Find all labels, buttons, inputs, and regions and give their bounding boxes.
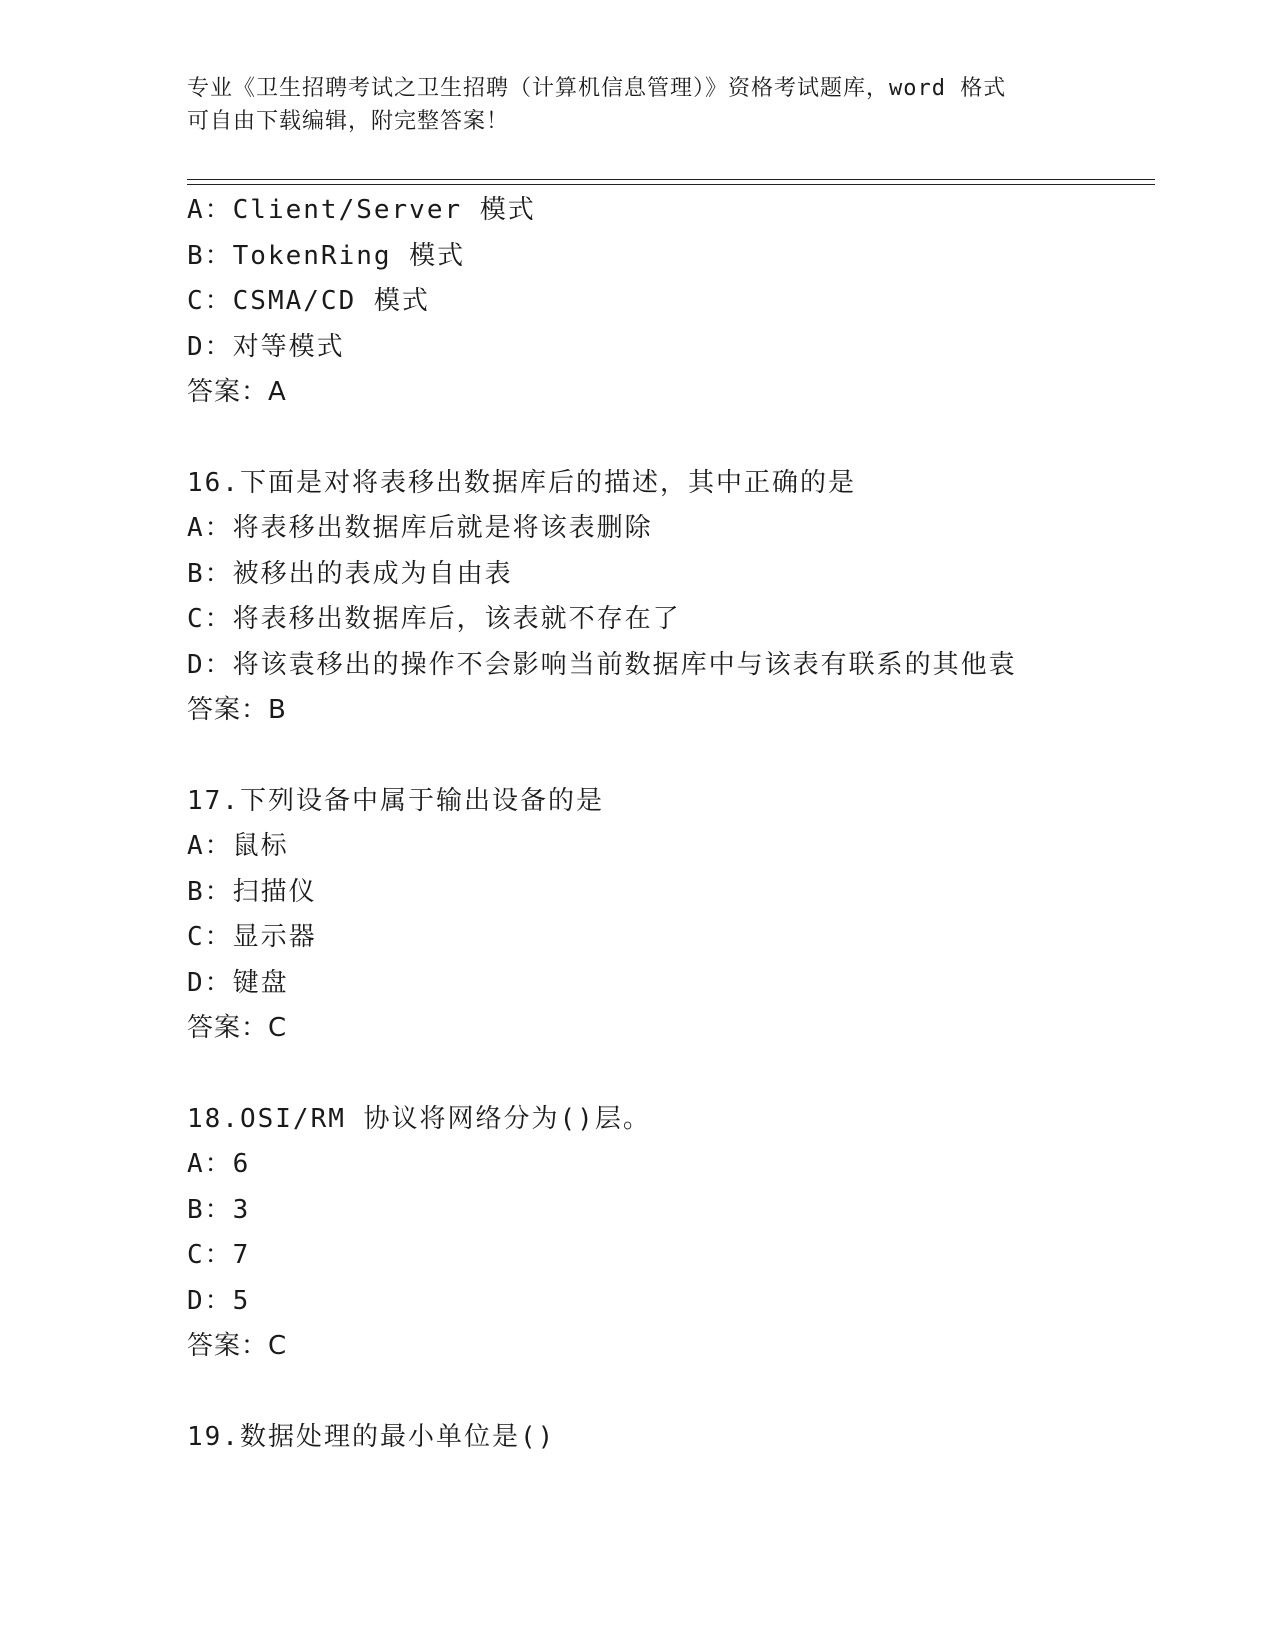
- spacer: [187, 416, 1147, 461]
- header-rule-bottom: [187, 184, 1155, 185]
- option-c: C：CSMA/CD 模式: [187, 286, 430, 316]
- option-a: A：Client/Server 模式: [187, 195, 536, 225]
- header-line-1: 专业《卫生招聘考试之卫生招聘（计算机信息管理）》资格考试题库，word 格式: [187, 76, 1007, 101]
- option-c: C：7: [187, 1240, 251, 1270]
- question-text: 19.数据处理的最小单位是(): [187, 1421, 556, 1452]
- header-rule-top: [187, 179, 1155, 180]
- question-text: 17.下列设备中属于输出设备的是: [187, 785, 604, 816]
- question-block: [187, 461, 1147, 734]
- option-d: D：5: [187, 1285, 251, 1316]
- option-a: A：将表移出数据库后就是将该表删除: [187, 513, 653, 543]
- option-d: D：对等模式: [187, 331, 345, 362]
- header-line-2: 可自由下载编辑，附完整答案！: [187, 109, 510, 134]
- spacer: [187, 1052, 1147, 1097]
- option-c: C：将表移出数据库后，该表就不存在了: [187, 604, 681, 634]
- option-b: B：扫描仪: [187, 876, 317, 907]
- document-header: [187, 72, 1067, 138]
- answer: 答案：A: [187, 377, 287, 407]
- question-text: 18.OSI/RM 协议将网络分为()层。: [187, 1103, 651, 1134]
- question-block: [187, 1097, 1147, 1370]
- answer: 答案：C: [187, 1013, 288, 1043]
- question-block: [187, 779, 1147, 1052]
- question-block: [187, 1415, 1147, 1461]
- option-a: A：6: [187, 1149, 251, 1179]
- option-b: B：TokenRing 模式: [187, 240, 466, 271]
- option-d: D：将该袁移出的操作不会影响当前数据库中与该表有联系的其他袁: [187, 649, 1017, 680]
- option-b: B：被移出的表成为自由表: [187, 558, 513, 589]
- question-list: [187, 188, 1147, 1460]
- option-d: D：键盘: [187, 967, 289, 998]
- answer: 答案：B: [187, 695, 287, 725]
- spacer: [187, 1370, 1147, 1415]
- question-text: 16.下面是对将表移出数据库后的描述，其中正确的是: [187, 467, 856, 498]
- answer: 答案：C: [187, 1331, 288, 1361]
- option-a: A：鼠标: [187, 831, 289, 861]
- spacer: [187, 734, 1147, 779]
- option-c: C：显示器: [187, 922, 317, 952]
- option-b: B：3: [187, 1194, 251, 1225]
- question-block: [187, 188, 1147, 416]
